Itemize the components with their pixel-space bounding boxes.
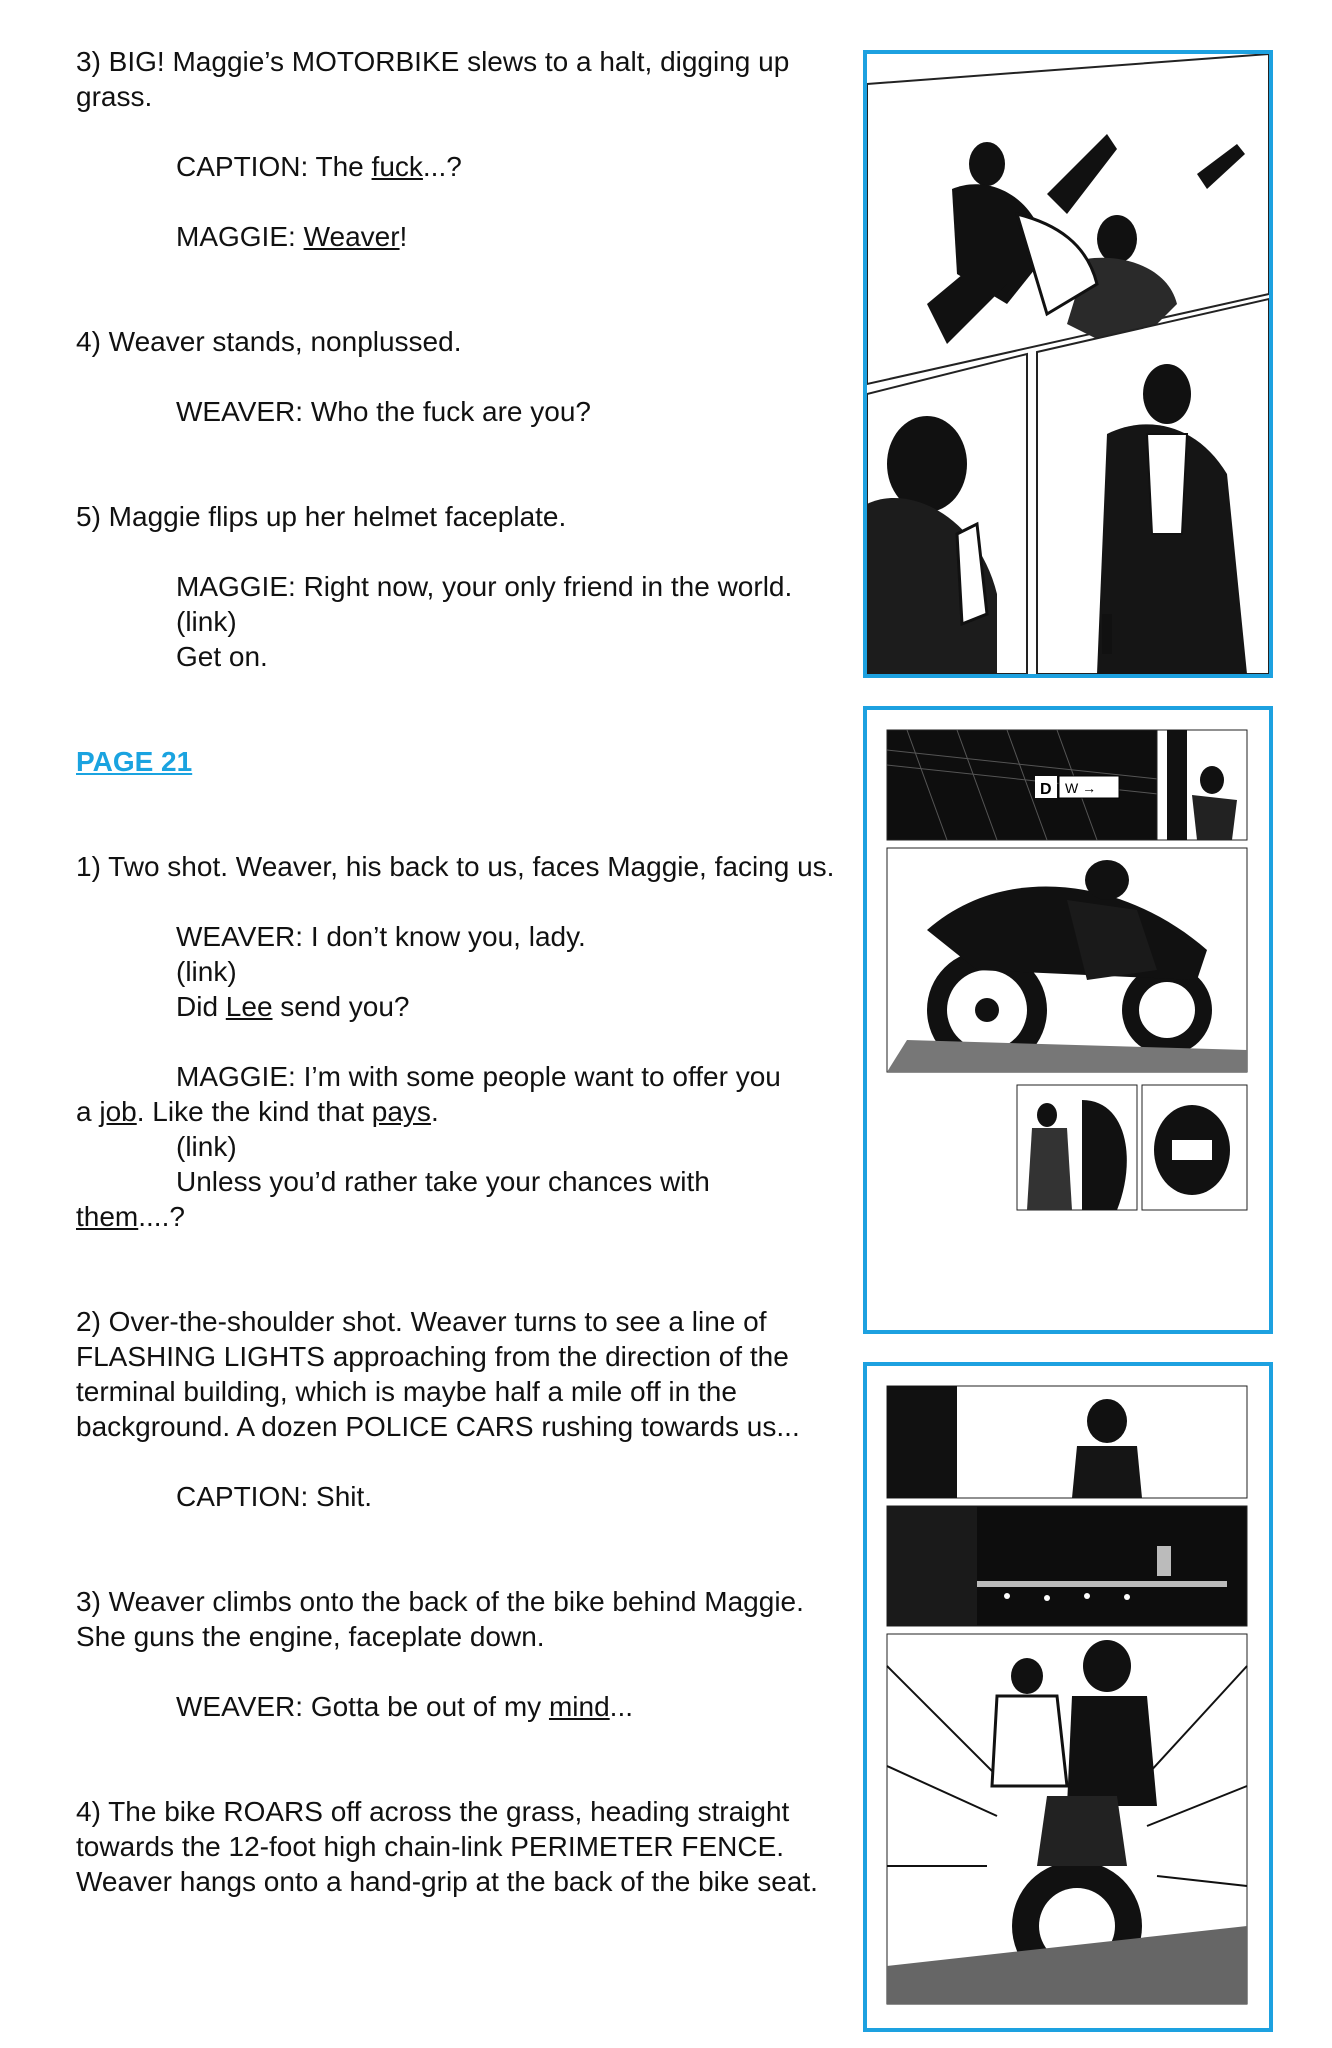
link-marker: (link) [176,956,237,987]
dialogue-line: MAGGIE: Right now, your only friend in the world. [176,571,793,602]
script-column [76,44,836,1899]
dialogue-line: WEAVER: Gotta be out of my mind... [176,1691,634,1722]
dialogue-line: them....? [76,1201,185,1232]
dialogue-line: Get on. [176,641,268,672]
caption-line: CAPTION: Shit. [176,1481,373,1512]
sign-arrow-text: W → [1065,780,1097,796]
dialogue-line: MAGGIE: Weaver! [176,221,408,252]
dialogue-line: WEAVER: Who the fuck are you? [176,396,591,427]
comic-art-page22 [867,1366,1269,2028]
sign-letter: D [1040,781,1052,798]
panel-description: 5) Maggie flips up her helmet faceplate. [76,501,567,532]
dialogue-line: MAGGIE: I’m with some people want to offer you [176,1061,781,1092]
link-marker: (link) [176,606,237,637]
link-marker: (link) [176,1131,237,1162]
panel-description: 4) The bike ROARS off across the grass, heading straight towards the 12-foot high chain-link PERIMETER FENCE. Weaver hangs onto a hand-grip at the back of the bike seat. [76,1796,818,1897]
page-thumbnail-1 [863,50,1273,678]
panel-description: 1) Two shot. Weaver, his back to us, faces Maggie, facing us. [76,851,835,882]
page-thumbnail-2 [863,706,1273,1334]
panel-description: 3) BIG! Maggie’s MOTORBIKE slews to a halt, digging up grass. [76,46,790,112]
comic-art-page21 [867,710,1269,1330]
dialogue-line: WEAVER: I don’t know you, lady. [176,921,586,952]
comic-art-page20 [867,54,1269,674]
dialogue-line: Did Lee send you? [176,991,410,1022]
dialogue-line: Unless you’d rather take your chances with [176,1166,710,1197]
dialogue-line: a job. Like the kind that pays. [76,1096,439,1127]
page-thumbnail-3 [863,1362,1273,2032]
panel-description: 2) Over-the-shoulder shot. Weaver turns to see a line of FLASHING LIGHTS approaching from the direction of the terminal building, which is maybe half a mile off in the background. A dozen POLICE CARS rushing towards us... [76,1306,800,1442]
caption-line: CAPTION: The fuck...? [176,151,462,182]
page-heading: PAGE 21 [76,746,193,777]
panel-description: 4) Weaver stands, nonplussed. [76,326,462,357]
panel-description: 3) Weaver climbs onto the back of the bike behind Maggie. She guns the engine, faceplate down. [76,1586,804,1652]
